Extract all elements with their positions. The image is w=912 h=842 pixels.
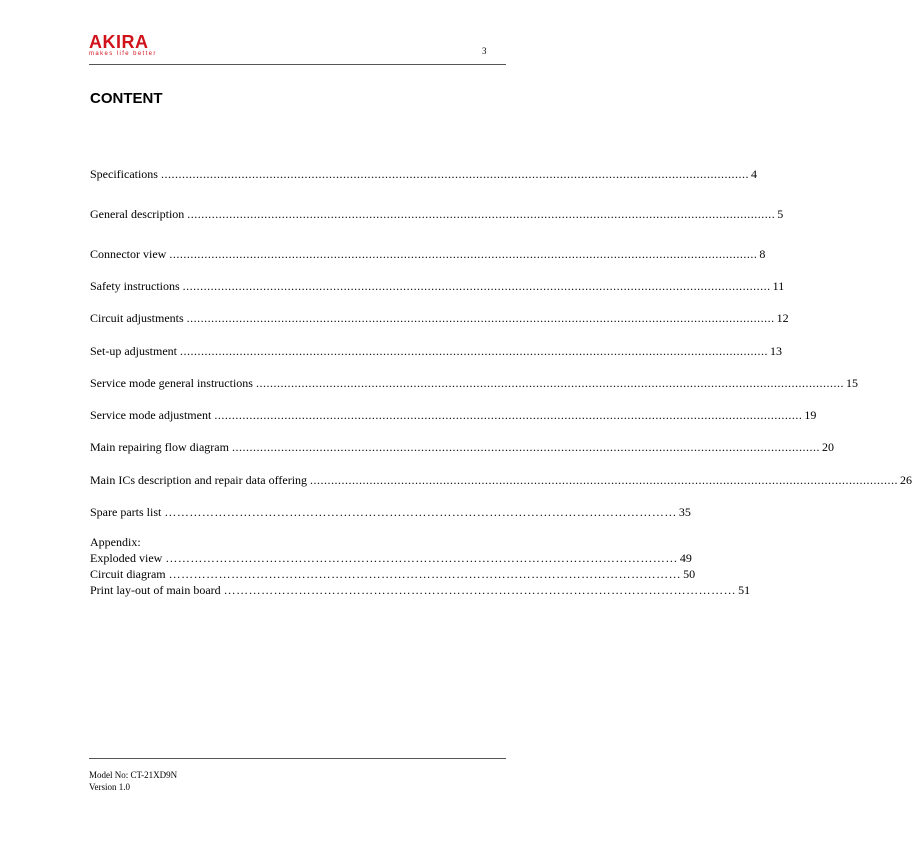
version-label: Version 1.0 — [89, 782, 130, 792]
footer-rule — [89, 758, 506, 759]
toc-leader-dots: ........................................................................................................................................................................ — [255, 376, 844, 390]
toc-entry-page: 35 — [678, 505, 691, 519]
logo-brand: AKIRA — [89, 32, 149, 52]
toc-entry-page: 4 — [750, 167, 757, 181]
toc-entry-title: Spare parts list — [90, 505, 162, 519]
toc-leader-dots: ........................................................................................................................................................................ — [182, 279, 771, 293]
toc-leader-dots: ........................................................................................................................................................................ — [180, 344, 768, 358]
toc-leader-dots: ........................................................................................................................................................................ — [169, 247, 758, 261]
toc-entry-page: 49 — [679, 551, 692, 565]
toc-leader-dots: ........................................................................................................................................................................ — [310, 473, 899, 487]
toc-entry-page: 51 — [738, 583, 751, 597]
toc-entry-title: Service mode general instructions — [90, 376, 253, 390]
toc-entry-title: Main ICs description and repair data offering — [90, 473, 308, 487]
toc-leader-dots: …………………………………………………………………………………………………………… — [168, 567, 682, 581]
toc-entry-title: Connector view — [90, 247, 167, 261]
toc-entry-title: Safety instructions — [90, 279, 180, 293]
toc-entry-page: 26 — [900, 473, 912, 487]
footer — [89, 769, 177, 793]
toc-entry — [90, 582, 751, 598]
toc-entry — [90, 550, 692, 566]
toc-entry — [90, 439, 834, 455]
toc-entry-page: 19 — [804, 408, 817, 422]
toc-entry-title: Print lay-out of main board — [90, 583, 221, 597]
toc-entry-page: 15 — [845, 376, 858, 390]
toc-leader-dots: ........................................................................................................................................................................ — [187, 207, 776, 221]
toc-leader-dots: ........................................................................................................................................................................ — [160, 167, 749, 181]
logo-tagline: makes life better — [89, 51, 157, 57]
toc-entry-page: 13 — [770, 344, 782, 358]
header-rule — [89, 64, 506, 65]
akira-logo — [89, 33, 157, 57]
page-title: CONTENT — [90, 90, 163, 107]
toc-entry — [90, 472, 912, 488]
toc-entry — [90, 407, 817, 423]
toc-entry — [90, 278, 785, 294]
toc-entry — [90, 246, 766, 262]
toc-leader-dots: ........................................................................................................................................................................ — [214, 408, 803, 422]
toc-entry-page: 11 — [772, 279, 785, 293]
toc-entry-page: 50 — [683, 567, 696, 581]
toc-entry-title: Main repairing flow diagram — [90, 440, 229, 454]
toc-entry — [90, 375, 858, 391]
toc-entry-page: 8 — [759, 247, 766, 261]
toc-entry-title: General description — [90, 207, 185, 221]
toc-entry-title: Specifications — [90, 167, 158, 181]
toc-leader-dots: …………………………………………………………………………………………………………… — [164, 505, 677, 519]
toc-entry-page: 5 — [777, 207, 784, 221]
toc-leader-dots: …………………………………………………………………………………………………………… — [223, 583, 737, 597]
appendix-label: Appendix: — [90, 535, 141, 549]
toc-entry — [90, 343, 782, 359]
toc-leader-dots: ........................................................................................................................................................................ — [231, 440, 820, 454]
toc-leader-dots: …………………………………………………………………………………………………………… — [165, 551, 678, 565]
toc-entry — [90, 166, 757, 182]
toc-entry-title: Set-up adjustment — [90, 344, 177, 358]
toc-entry-title: Service mode adjustment — [90, 408, 212, 422]
toc-entry — [90, 206, 784, 222]
model-number: Model No: CT-21XD9N — [89, 770, 178, 780]
toc-entry-title: Exploded view — [90, 551, 163, 565]
page-number: 3 — [482, 46, 487, 56]
toc-entry-page: 20 — [821, 440, 834, 454]
toc-entry — [90, 566, 696, 582]
toc-entry — [90, 310, 789, 326]
toc-entry-title: Circuit diagram — [90, 567, 166, 581]
toc-entry — [90, 504, 691, 520]
toc-entry-title: Circuit adjustments — [90, 311, 184, 325]
toc-entry-page: 12 — [776, 311, 789, 325]
toc-leader-dots: ........................................................................................................................................................................ — [186, 311, 775, 325]
